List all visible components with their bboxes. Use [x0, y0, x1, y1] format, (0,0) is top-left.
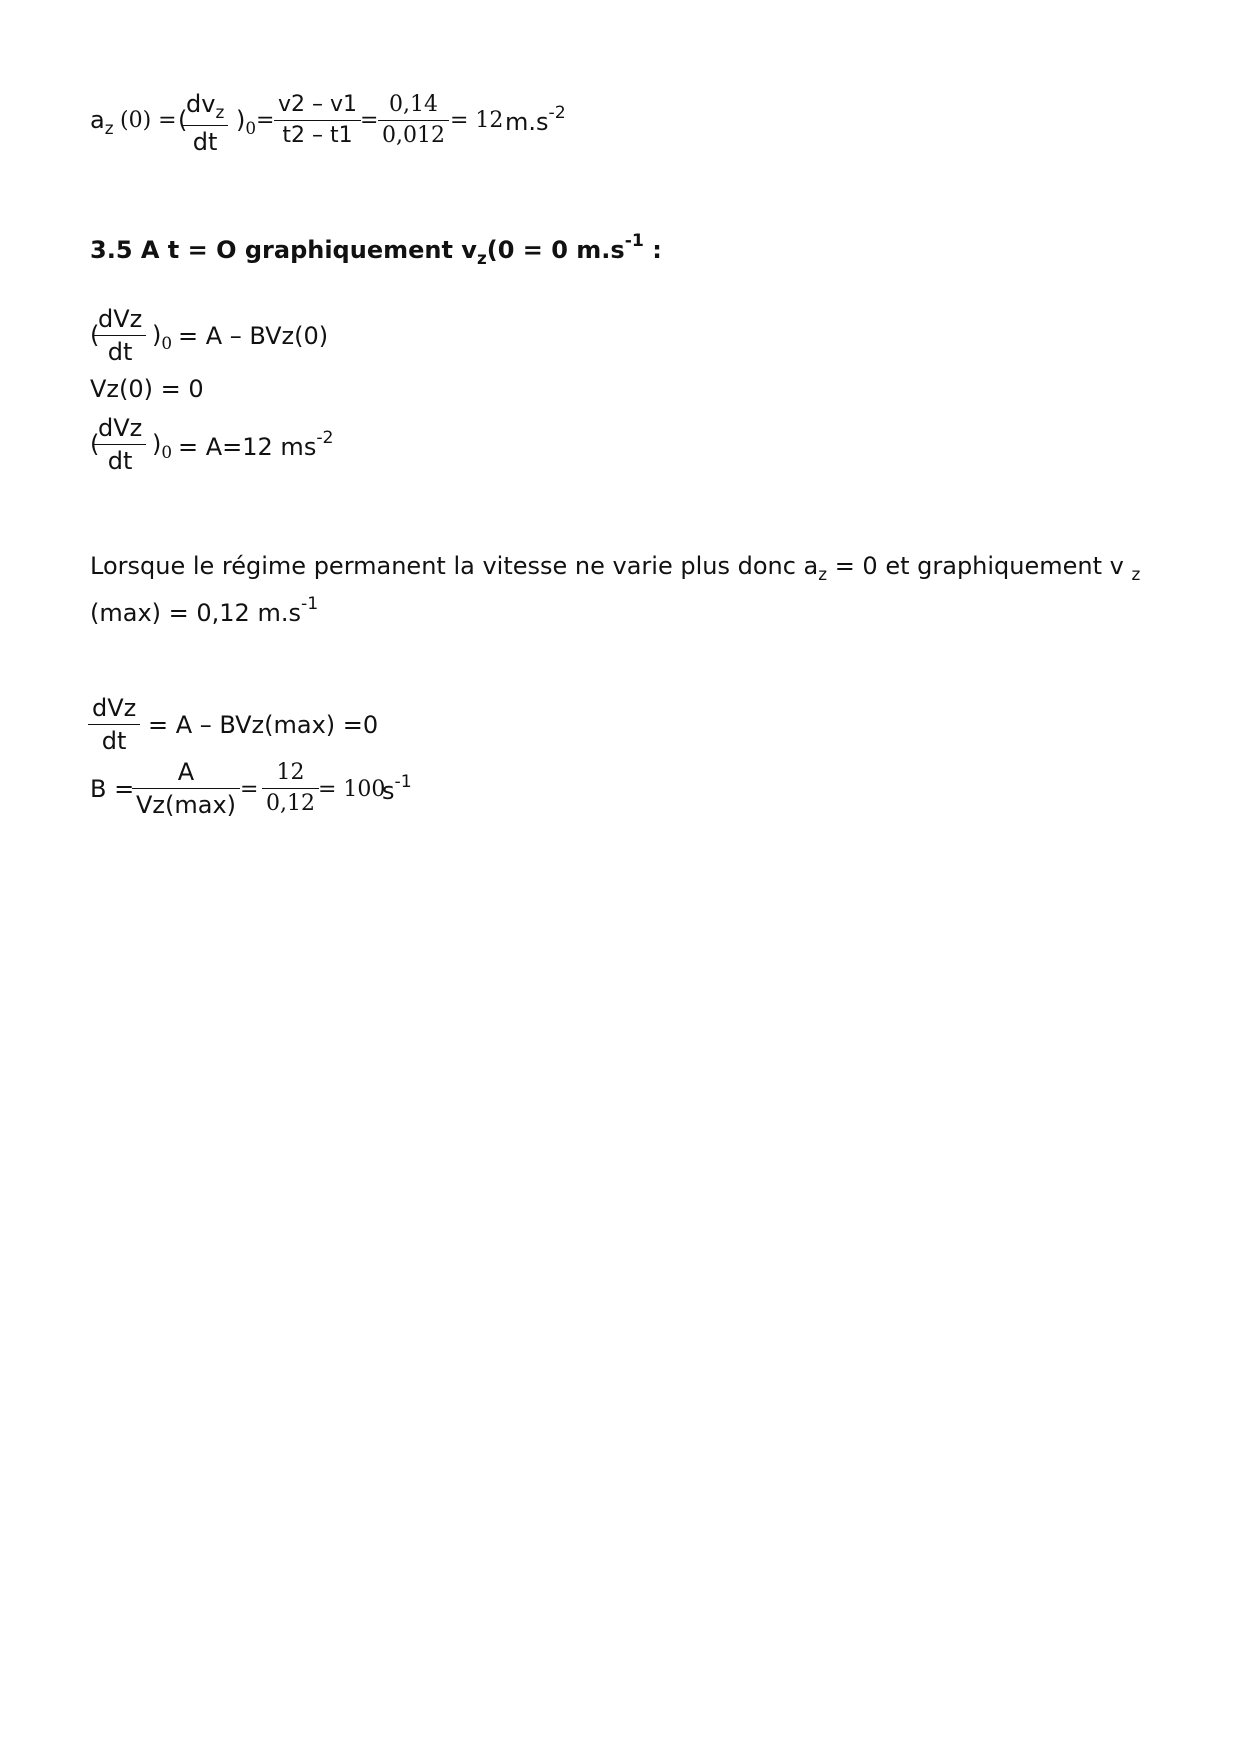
eq1-fraction-dvz-dt: $dv_z$ dt — [182, 92, 228, 154]
eq1-lhs: $a_z$ — [90, 106, 114, 138]
eq6-rhs-value: = 100 — [318, 777, 386, 802]
eq5-rhs: = A – BVz(max) =0 — [148, 711, 379, 739]
eq6-fraction-values: $\frac{12}{0,12}$ — [262, 762, 319, 815]
eq2-open-paren: ( — [90, 321, 100, 349]
eq4-rhs: = A=12 $ms^{-2}$ — [178, 428, 334, 461]
eq1-equals-b: = — [360, 108, 379, 133]
eq4-open-paren: ( — [90, 430, 100, 458]
eq1-close-paren: )$_0$ — [236, 106, 257, 138]
eq2-fraction-dvz-dt: dVz dt — [94, 307, 146, 364]
eq6-fraction-a-vzmax: A Vz(max) — [132, 760, 240, 817]
eq1-equals-a: = — [256, 108, 275, 133]
eq4-close-paren: )$_0$ — [152, 430, 173, 462]
eq1-lhs-arg: (0) = — [120, 108, 177, 133]
eq1-rhs-unit: $m.s^{-2}$ — [505, 103, 566, 136]
eq1-open-paren: ( — [178, 106, 188, 134]
eq4-fraction-dvz-dt: dVz dt — [94, 416, 146, 473]
eq6-equals-a: = — [240, 777, 259, 802]
eq2-close-paren: )$_0$ — [152, 321, 173, 353]
eq2-rhs: = A – BVz(0) — [178, 322, 329, 350]
eq6-lhs: B = — [90, 775, 135, 803]
eq6-rhs-unit: $s^{-1}$ — [382, 772, 412, 805]
equation-vz-zero: Vz(0) = 0 — [90, 375, 204, 403]
eq5-fraction-dvz-dt: dVz dt — [88, 696, 140, 753]
eq1-fraction-v-t: $\frac{v2 - v1}{t2 - t1}$ — [274, 94, 361, 147]
eq1-fraction-values: $\frac{0,14}{0,012}$ — [378, 94, 449, 147]
paragraph-regime-permanent: Lorsque le régime permanent la vitesse ne varie plus donc $a_z = 0$ et graphiquement v $_z$ (max) = 0,12 $m.s^{-1}$ — [90, 552, 1141, 627]
eq1-rhs-value: = 12 — [450, 108, 504, 133]
section-heading-3-5: 3.5 A t = O graphiquement $v_z(0 = 0$ $m.s^{-1}$ : — [90, 231, 662, 268]
